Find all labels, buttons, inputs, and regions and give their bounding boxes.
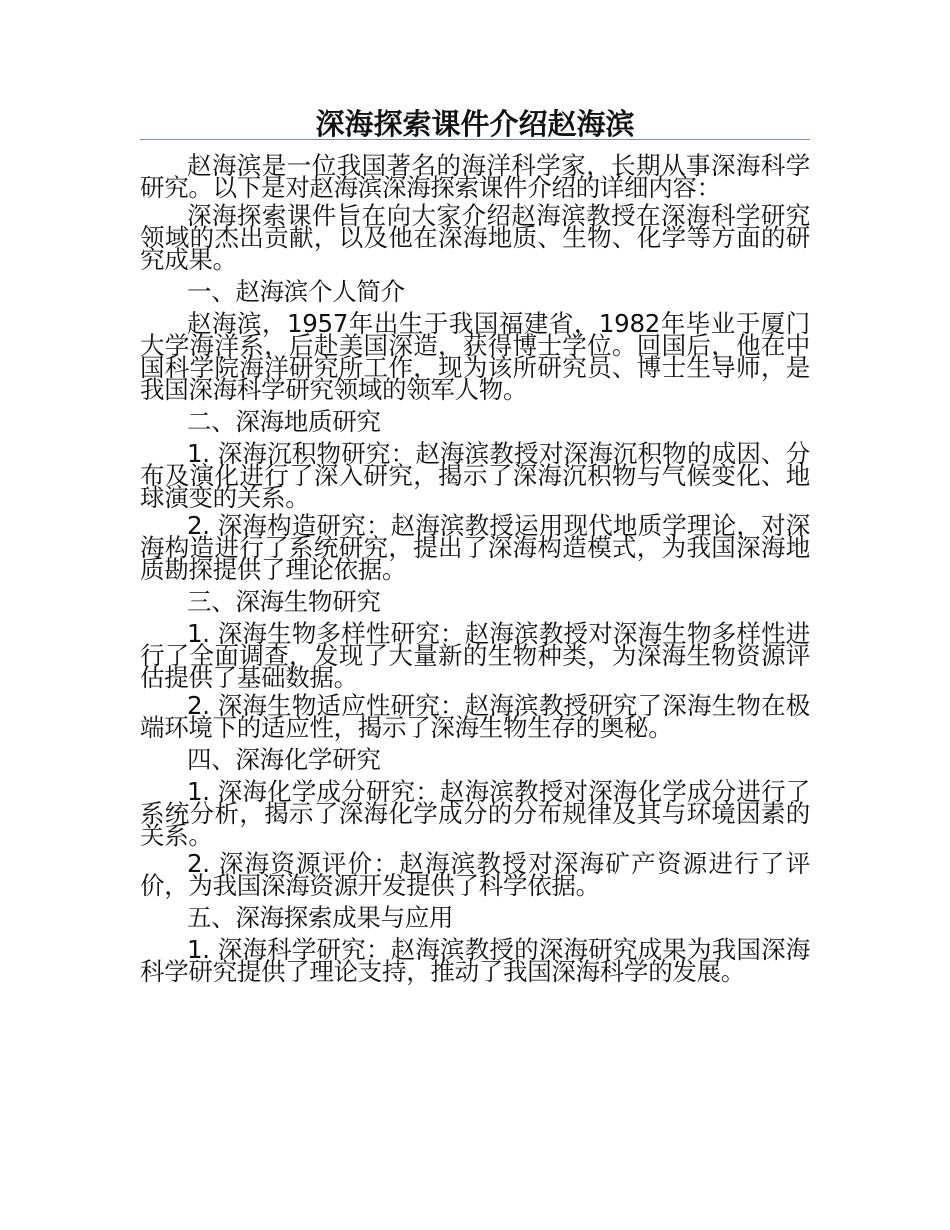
document-title: 深海探索课件介绍赵海滨 [315, 107, 635, 141]
document-body [140, 151, 810, 989]
title-underline [140, 139, 810, 140]
chemistry-item-1: 1. 深海化学成分研究：赵海滨教授对深海化学成分进行了系统分析，揭示了深海化学成分的分布规律及其与环境因素的关系。 [140, 777, 810, 850]
section-heading-biology: 三、深海生物研究 [187, 587, 381, 616]
achievements-item-1: 1. 深海科学研究：赵海滨教授的深海研究成果为我国深海科学研究提供了理论支持，推动了我国深海科学的发展。 [140, 935, 810, 986]
section-heading-chemistry: 四、深海化学研究 [187, 745, 381, 774]
section-heading-achievements: 五、深海探索成果与应用 [187, 903, 454, 932]
chemistry-item-2: 2. 深海资源评价：赵海滨教授对深海矿产资源进行了评价，为我国深海资源开发提供了科学依据。 [140, 849, 810, 900]
purpose-paragraph: 深海探索课件旨在向大家介绍赵海滨教授在深海科学研究领域的杰出贡献，以及他在深海地质、生物、化学等方面的研究成果。 [140, 201, 810, 274]
geology-item-1: 1. 深海沉积物研究：赵海滨教授对深海沉积物的成因、分布及演化进行了深入研究，揭示了深海沉积物与气候变化、地球演变的关系。 [140, 439, 810, 512]
geology-item-2: 2. 深海构造研究：赵海滨教授运用现代地质学理论，对深海构造进行了系统研究，提出了深海构造模式，为我国深海地质勘探提供了理论依据。 [140, 511, 810, 584]
biology-item-1: 1. 深海生物多样性研究：赵海滨教授对深海生物多样性进行了全面调查，发现了大量新的生物种类，为深海生物资源评估提供了基础数据。 [140, 619, 810, 692]
intro-paragraph: 赵海滨是一位我国著名的海洋科学家，长期从事深海科学研究。以下是对赵海滨深海探索课件介绍的详细内容： [140, 151, 810, 202]
biology-item-2: 2. 深海生物适应性研究：赵海滨教授研究了深海生物在极端环境下的适应性，揭示了深海生物生存的奥秘。 [140, 691, 810, 742]
profile-paragraph: 赵海滨，1957年出生于我国福建省，1982年毕业于厦门大学海洋系，后赴美国深造，获得博士学位。回国后，他在中国科学院海洋研究所工作，现为该所研究员、博士生导师，是我国深海科学研究领域的领军人物。 [140, 309, 810, 404]
section-heading-profile: 一、赵海滨个人简介 [187, 277, 405, 306]
section-heading-geology: 二、深海地质研究 [187, 407, 381, 436]
